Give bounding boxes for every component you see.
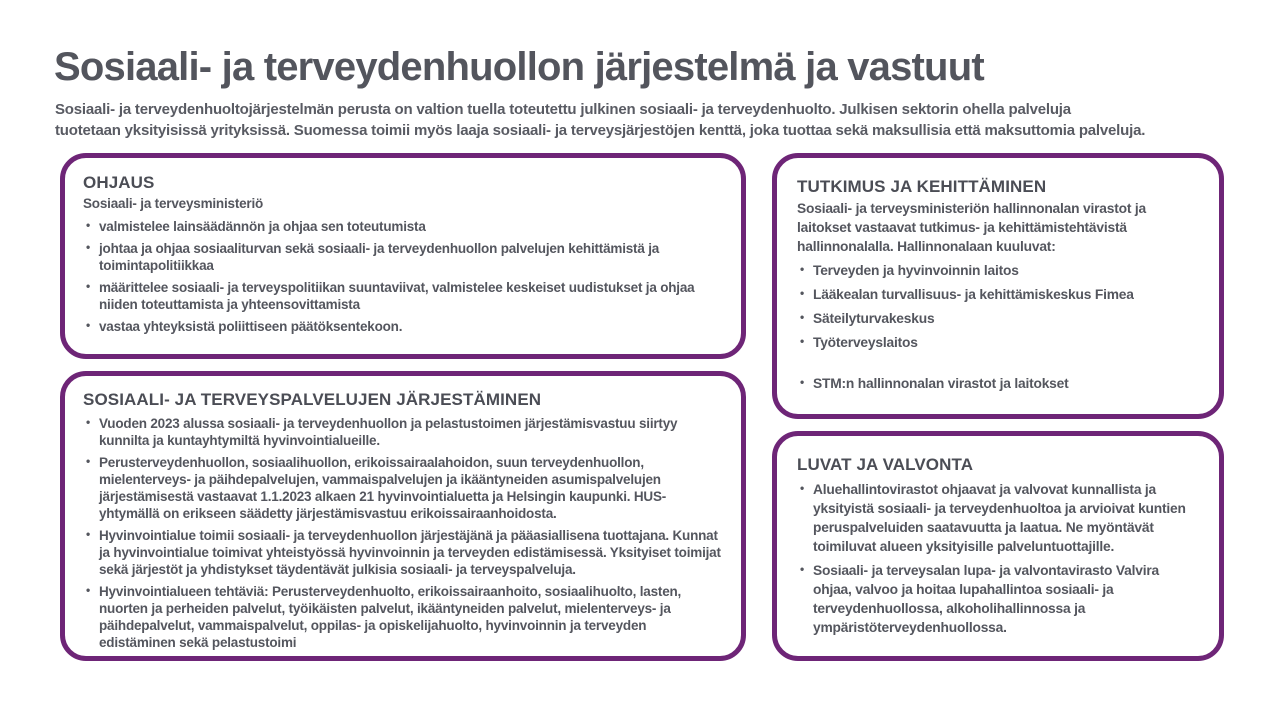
bullet-item: • Hyvinvointialueen tehtäviä: Perusterveydenhuolto, erikoissairaanhoito, sosiaalihuolto, lasten, nuorten ja perheiden palvelut, työikäisten palvelut, ikääntyneiden palvelut, mielenterveys- ja päihdepalvelut, vammaispalvelut, oppilas- ja opiskelijahuolto, hyvinvoinnin ja terveyden edistäminen sekä pelastustoimi xyxy=(83,583,723,651)
bullet-item: • Aluehallintovirastot ohjaavat ja valvovat kunnallista ja yksityistä sosiaali- ja terveydenhuoltoa ja arvioivat kuntien peruspalveluiden saatavuutta ja laatua. Ne myöntävät toimiluvat alueen yksityisille palveluntuottajille. xyxy=(797,480,1199,556)
bullet-item: • johtaa ja ohjaa sosiaaliturvan sekä sosiaali- ja terveydenhuollon palvelujen kehittämistä ja toimintapolitiikkaa xyxy=(83,240,723,274)
box-ohjaus-bullet-list xyxy=(83,218,723,335)
bullet-item: • Säteilyturvakeskus xyxy=(797,309,1199,328)
bullet-item: • STM:n hallinnonalan virastot ja laitokset xyxy=(797,374,1199,393)
box-jarjestaminen xyxy=(60,371,746,661)
bullet-item: • Hyvinvointialue toimii sosiaali- ja terveydenhuollon järjestäjänä ja pääasiallisena tuottajana. Kunnat ja hyvinvointialue toimivat yhteistyössä hyvinvoinnin ja terveyden edistämisessä. Yksityiset toimijat sekä järjestöt ja yhdistykset täydentävät julkisia sosiaali- ja terveyspalveluja. xyxy=(83,527,723,578)
bullet-item: • Työterveyslaitos xyxy=(797,333,1199,352)
box-luvat-title: LUVAT JA VALVONTA xyxy=(797,455,974,474)
box-ohjaus-subtitle: Sosiaali- ja terveysministeriö xyxy=(83,196,264,211)
intro-line-2: tuotetaan yksityisissä yrityksissä. Suomessa toimii myös laaja sosiaali- ja terveysjärjestöjen kenttä, joka tuottaa sekä maksullisia että maksuttomia palveluja. xyxy=(55,122,1146,139)
bullet-item: • Lääkealan turvallisuus- ja kehittämiskeskus Fimea xyxy=(797,285,1199,304)
bullet-item: • määrittelee sosiaali- ja terveyspolitiikan suuntaviivat, valmistelee keskeiset uudistukset ja ohjaa niiden toteuttamista ja yhteensovittamista xyxy=(83,279,723,313)
box-tutkimus-intro: Sosiaali- ja terveysministeriön hallinnonalan virastot ja laitokset vastaavat tutkimus- ja kehittämistehtävistä hallinnonalalla. Hallinnonalaan kuuluvat: xyxy=(797,201,1146,254)
box-ohjaus xyxy=(60,153,746,359)
bullet-item: • Vuoden 2023 alussa sosiaali- ja terveydenhuollon ja pelastustoimen järjestämisvastuu siirtyy kunnilta ja kuntayhtymiltä hyvinvointialueille. xyxy=(83,415,723,449)
box-luvat-bullet-list xyxy=(797,480,1199,637)
intro-paragraph xyxy=(55,99,1145,141)
box-ohjaus-title: OHJAUS xyxy=(83,173,155,192)
page-title: Sosiaali- ja terveydenhuollon järjestelmä ja vastuut xyxy=(54,45,984,89)
box-luvat xyxy=(772,431,1224,661)
box-tutkimus xyxy=(772,153,1224,419)
bullet-item: • Sosiaali- ja terveysalan lupa- ja valvontavirasto Valvira ohjaa, valvoo ja hoitaa lupahallintoa sosiaali- ja terveydenhuollossa, alkoholihallinnossa ja ympäristöterveydenhuollossa. xyxy=(797,561,1199,637)
box-jarjestaminen-bullet-list xyxy=(83,415,723,651)
box-tutkimus-bullet-list xyxy=(797,261,1199,393)
box-tutkimus-title: TUTKIMUS JA KEHITTÄMINEN xyxy=(797,177,1047,196)
bullet-item: • vastaa yhteyksistä poliittiseen päätöksentekoon. xyxy=(83,318,723,335)
bullet-item: • Terveyden ja hyvinvoinnin laitos xyxy=(797,261,1199,280)
bullet-item: • Perusterveydenhuollon, sosiaalihuollon, erikoissairaalahoidon, suun terveydenhuollon, mielenterveys- ja päihdepalvelujen, vammaispalvelujen ja ikääntyneiden asumispalvelujen järjestämisestä vastaavat 1.1.2023 alkaen 21 hyvinvointialuetta ja Helsingin kaupunki. HUS-yhtymällä on erikseen säädetty järjestämisvastuu erikoissairaanhoidosta. xyxy=(83,454,723,522)
bullet-item: • valmistelee lainsäädännön ja ohjaa sen toteutumista xyxy=(83,218,723,235)
box-jarjestaminen-title: SOSIAALI- JA TERVEYSPALVELUJEN JÄRJESTÄMINEN xyxy=(83,390,542,409)
intro-line-1: Sosiaali- ja terveydenhuoltojärjestelmän perusta on valtion tuella toteutettu julkinen sosiaali- ja terveydenhuolto. Julkisen sektorin ohella palveluja xyxy=(55,101,1071,118)
